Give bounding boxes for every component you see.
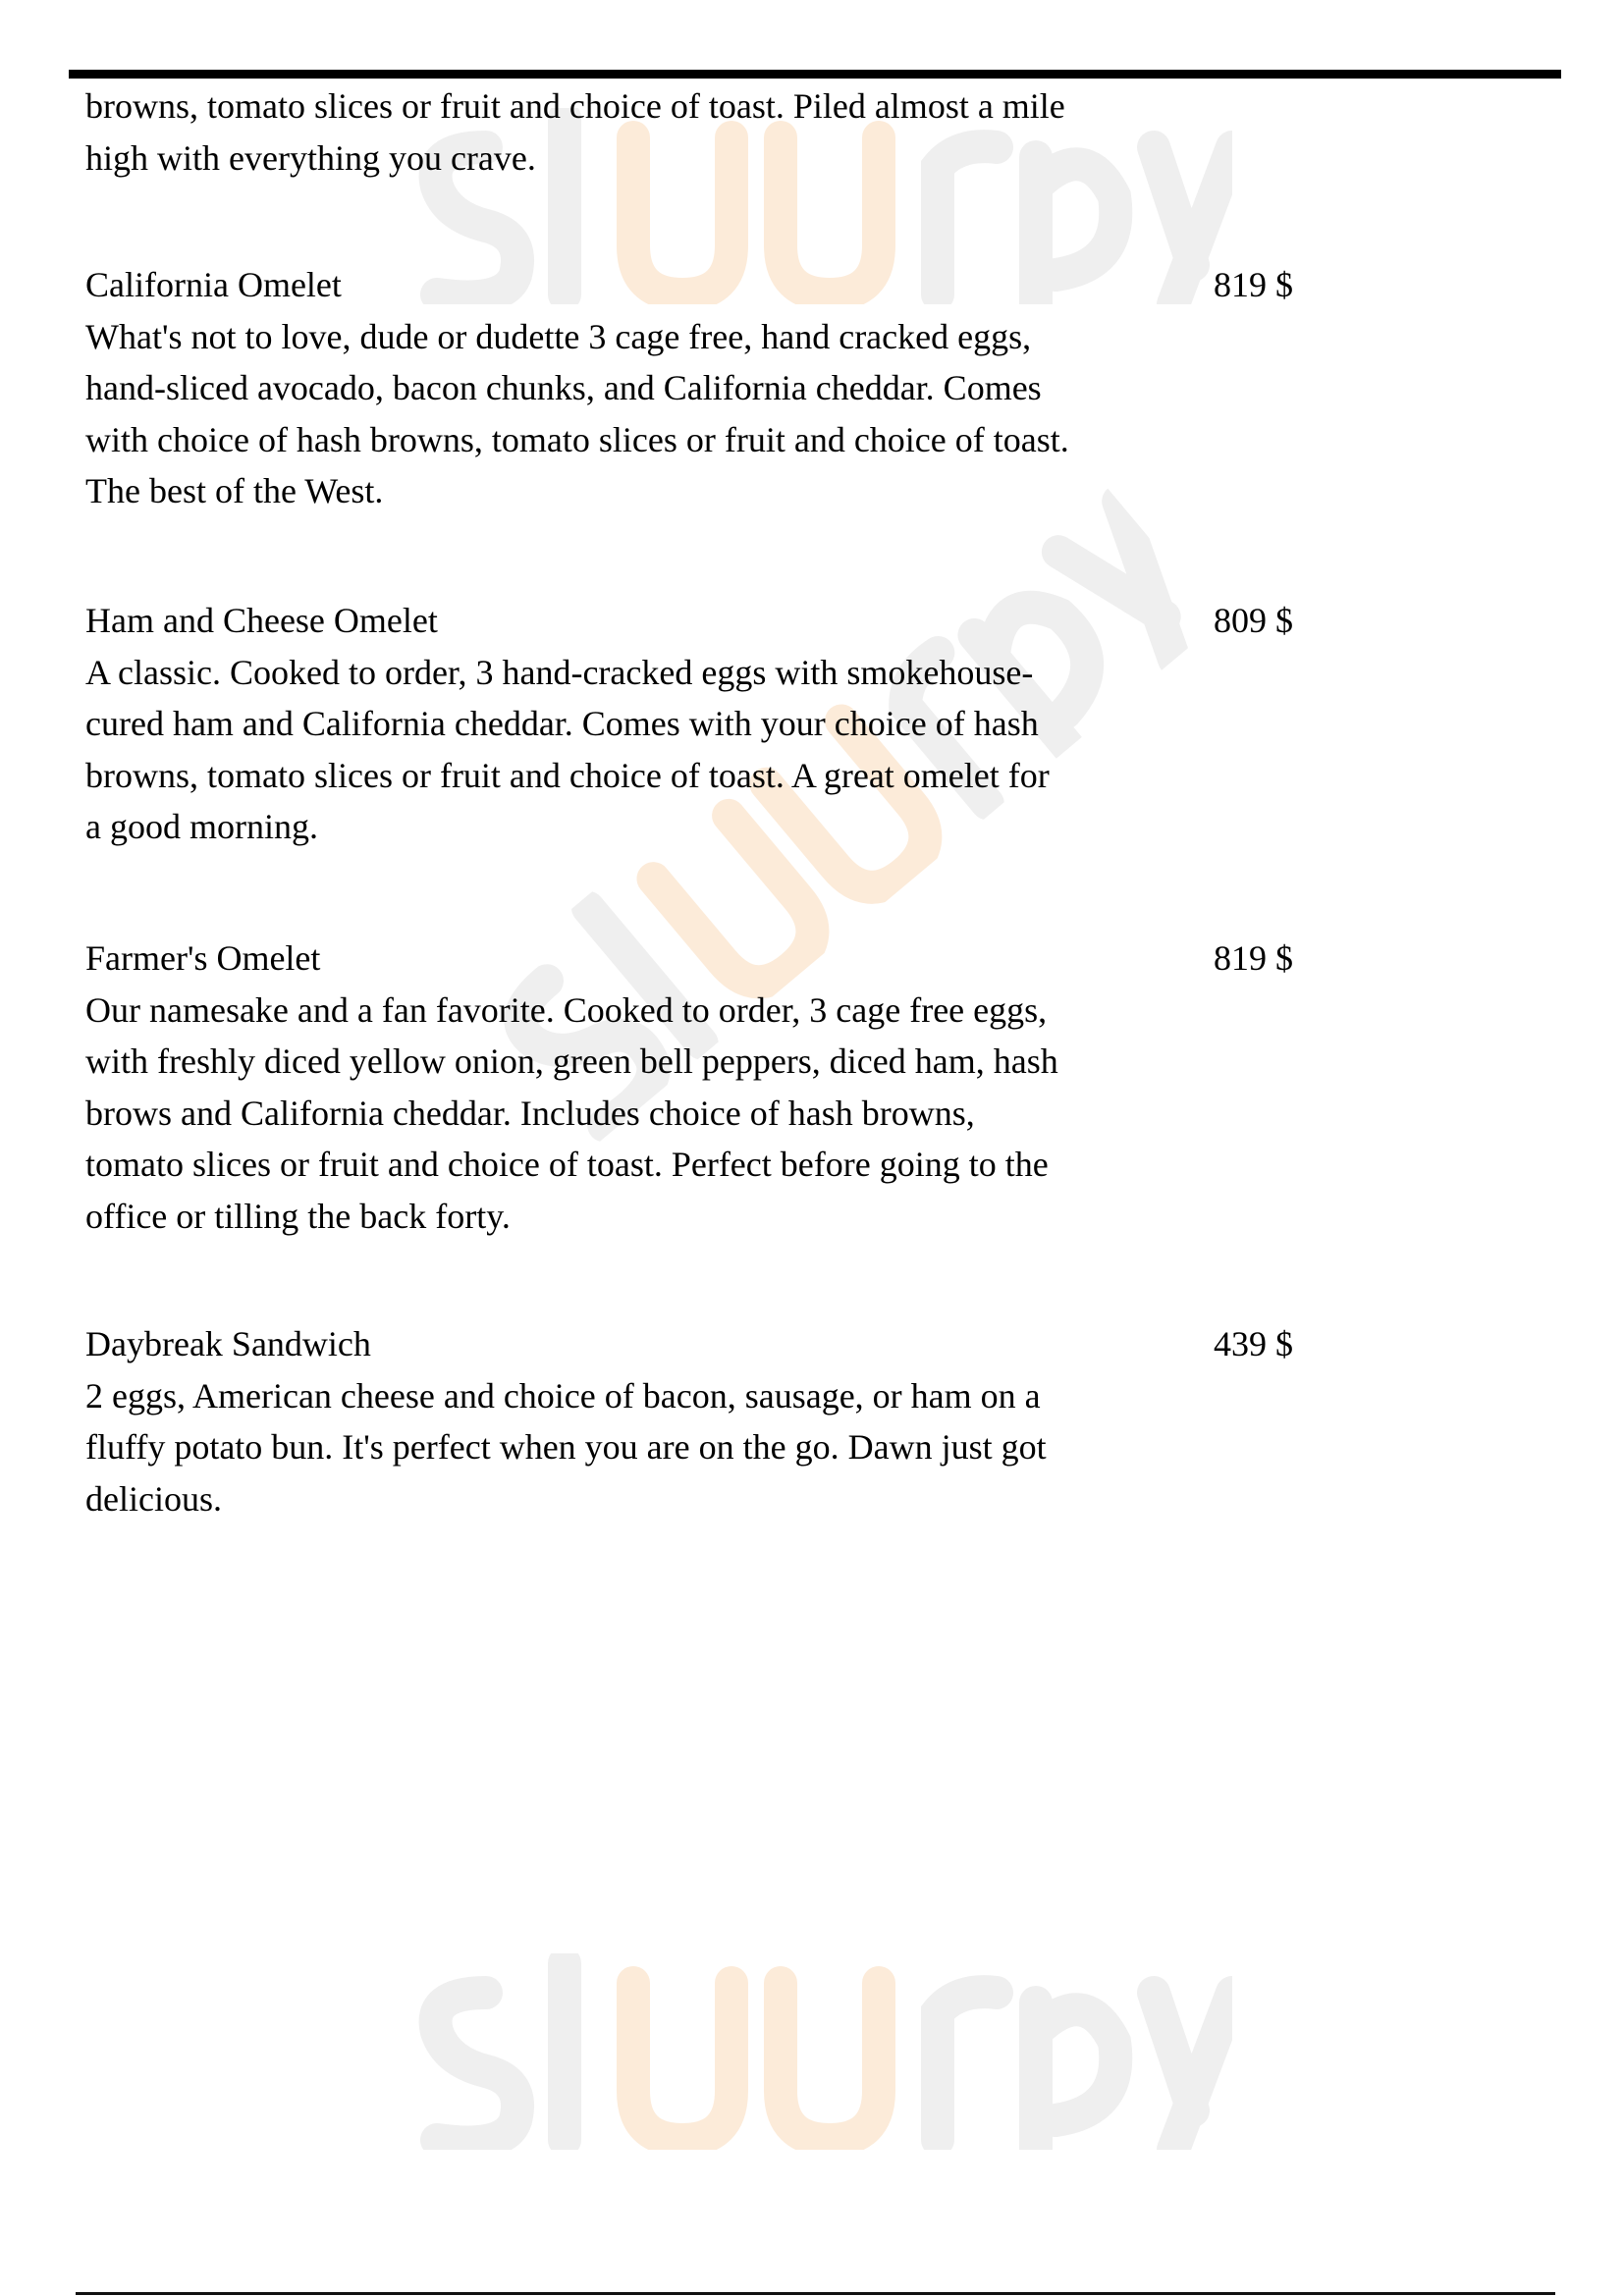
description-line: A classic. Cooked to order, 3 hand-cracked eggs with smokehouse- <box>85 652 1034 692</box>
item-name: California Omelet <box>85 265 342 304</box>
description-line: with choice of hash browns, tomato slices or fruit and choice of toast. <box>85 419 1069 459</box>
top-rule <box>69 70 1561 79</box>
watermark-logo <box>407 1953 1232 2150</box>
description-line: with freshly diced yellow onion, green bell peppers, diced ham, hash <box>85 1041 1058 1082</box>
item-price: 819 $ <box>1214 265 1293 304</box>
description-line: cured ham and California cheddar. Comes with your choice of hash <box>85 704 1039 744</box>
description-line: Our namesake and a fan favorite. Cooked to order, 3 cage free eggs, <box>85 989 1048 1030</box>
item-price: 809 $ <box>1214 601 1293 640</box>
description-line: What's not to love, dude or dudette 3 cage free, hand cracked eggs, <box>85 316 1032 356</box>
menu-item-daybreak-sandwich <box>85 1318 1558 1524</box>
item-header <box>85 1318 1558 1370</box>
item-header <box>85 259 1558 311</box>
description-line: brows and California cheddar. Includes choice of hash browns, <box>85 1093 975 1133</box>
menu-item-farmers-omelet <box>85 933 1558 1243</box>
item-name: Daybreak Sandwich <box>85 1324 371 1363</box>
bottom-rule <box>76 2292 1555 2295</box>
description-line: delicious. <box>85 1478 222 1519</box>
item-header <box>85 933 1558 985</box>
description-line: 2 eggs, American cheese and choice of bacon, sausage, or ham on a <box>85 1375 1041 1415</box>
item-header <box>85 595 1558 647</box>
item-name: Farmer's Omelet <box>85 938 321 978</box>
description-line: hand-sliced avocado, bacon chunks, and California cheddar. Comes <box>85 368 1042 408</box>
description-line: browns, tomato slices or fruit and choice of toast. Piled almost a mile <box>85 86 1065 126</box>
description-line: browns, tomato slices or fruit and choice of toast. A great omelet for <box>85 755 1050 795</box>
menu-item-california-omelet <box>85 259 1558 517</box>
continued-description <box>85 80 1558 184</box>
description-line: fluffy potato bun. It's perfect when you are on the go. Dawn just got <box>85 1427 1047 1468</box>
item-price: 439 $ <box>1214 1324 1293 1363</box>
description-line: a good morning. <box>85 807 318 847</box>
description-line: tomato slices or fruit and choice of toast. Perfect before going to the <box>85 1145 1049 1185</box>
item-price: 819 $ <box>1214 938 1293 978</box>
item-name: Ham and Cheese Omelet <box>85 601 438 640</box>
description-line: The best of the West. <box>85 471 384 511</box>
menu-item-ham-and-cheese-omelet <box>85 595 1558 853</box>
description-line: office or tilling the back forty. <box>85 1196 511 1236</box>
description-line: high with everything you crave. <box>85 137 536 178</box>
